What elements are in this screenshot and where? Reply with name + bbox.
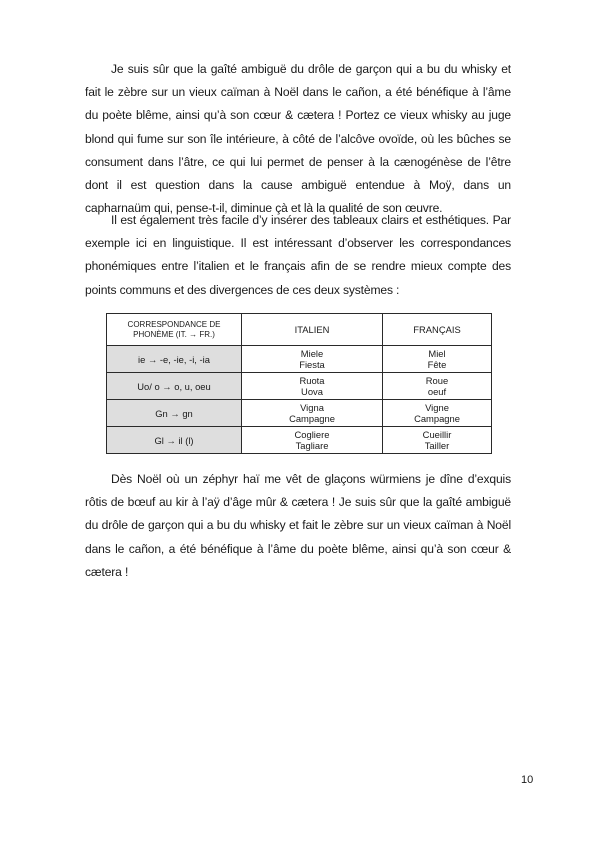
table-header-row [107, 314, 492, 346]
cell-word: Fête [427, 359, 447, 370]
header-francais: FRANÇAIS [383, 314, 492, 346]
cell-word: Campagne [414, 413, 460, 424]
cell-word: oeuf [427, 386, 447, 397]
page-number: 10 [521, 774, 534, 786]
cell-italien [242, 400, 383, 427]
cell-francais [383, 346, 492, 373]
cell-francais [383, 427, 492, 454]
cell-word: Vigna [300, 402, 324, 413]
header-italien: ITALIEN [242, 314, 383, 346]
cell-phoneme: ie → -e, -ie, -i, -ia [107, 346, 242, 373]
cell-word: Ruota [299, 375, 325, 386]
cell-italien [242, 373, 383, 400]
cell-phoneme: Uo/ o → o, u, oeu [107, 373, 242, 400]
table-row [107, 427, 492, 454]
cell-word: Roue [425, 375, 449, 386]
cell-word: Vigne [425, 402, 449, 413]
header-phoneme: CORRESPONDANCE DE PHONÈME (IT. → FR.) [107, 314, 242, 346]
cell-word: Campagne [289, 413, 335, 424]
cell-word: Miel [428, 348, 446, 359]
cell-francais [383, 373, 492, 400]
cell-word: Miele [300, 348, 324, 359]
cell-phoneme: Gl → il (l) [107, 427, 242, 454]
cell-word: Cogliere [294, 429, 330, 440]
table [106, 313, 492, 454]
cell-francais [383, 400, 492, 427]
cell-word: Cueillir [422, 429, 452, 440]
cell-word: Fiesta [299, 359, 325, 370]
cell-word: Tagliare [295, 440, 329, 451]
body-paragraph-3: Dès Noël où un zéphyr haï me vêt de glaçons würmiens je dîne d’exquis rôtis de bœuf au kir à l’aÿ d’âge mûr & cætera ! Je suis sûr que la gaîté ambiguë du drôle de garçon qui a bu du whisky et fait le zèbre sur un vieux caïman à Noël dans le cañon, a été bénéfique à l’âme du poète blême, ainsi qu’à son cœur & cætera ! [85, 472, 511, 579]
table-row [107, 400, 492, 427]
body-paragraph-1: Je suis sûr que la gaîté ambiguë du drôle de garçon qui a bu du whisky et fait le zèbre sur un vieux caïman à Noël dans le cañon, a été bénéfique à l’âme du poète blême, ainsi qu’à son cœur & cætera ! Portez ce vieux whisky au juge blond qui fume sur son île intérieure, à côté de l’alcôve ovoïde, où les bûches se consument dans l’âtre, ce qui lui permet de penser à la cænogénèse de l’être dont il est question dans la cause ambiguë entendue à Moÿ, dans un capharnaüm qui, pense-t-il, diminue çà et là la qualité de son œuvre. [85, 62, 511, 216]
phoneme-correspondence-table [106, 313, 491, 454]
cell-italien [242, 427, 383, 454]
cell-phoneme: Gn → gn [107, 400, 242, 427]
table-row [107, 346, 492, 373]
cell-italien [242, 346, 383, 373]
cell-word: Uova [301, 386, 323, 397]
body-paragraph-2: Il est également très facile d’y insérer des tableaux clairs et esthétiques. Par exemple ici en linguistique. Il est intéressant d’observer les correspondances phonémiques entre l’italien et le français afin de se rendre mieux compte des points communs et des divergences de ces deux systèmes : [85, 213, 511, 297]
cell-word: Tailler [424, 440, 450, 451]
table-row [107, 373, 492, 400]
